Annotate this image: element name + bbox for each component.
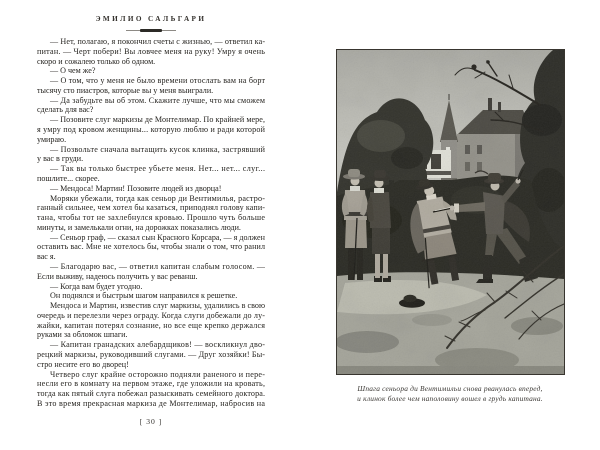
right-book-page	[300, 0, 600, 450]
text-line: ганный сильнее, чем хотел бы казаться, приподнял голову капи-	[37, 203, 265, 213]
text-line: Если выживу, надеюсь получить у вас реванш.	[37, 271, 198, 281]
text-line: у вас в груди.	[37, 154, 84, 164]
text-line: несли его в комнату на первом этаже, где уложили на кровать,	[37, 379, 265, 389]
text-line: питан. — Черт побери! Вы ловчее меня на руку! Умру я очень	[37, 46, 265, 56]
text-line: Моряки убежали, тогда как сеньор ди Вентимилья, растро-	[50, 193, 265, 203]
text-line: В это время прекрасная маркиза де Монтелимар, набросив на	[37, 398, 265, 408]
left-book-page	[37, 0, 265, 450]
text-line: — Сеньор граф, — сказал сын Красного Корсара, — я должен	[50, 232, 265, 242]
page-number: [ 30 ]	[139, 417, 163, 426]
text-line: я умру под кровом женщины... которую люблю и ради которой	[37, 125, 265, 135]
text-line: Он поднялся и быстрым шагом направился к решетке.	[50, 291, 238, 301]
text-line: — Капитан гранадских алебардщиков! — воскликнул дво-	[50, 340, 265, 350]
text-line: жайки, капитан потерял сознание, но все еще крепко держался	[37, 320, 265, 330]
text-line: — Позвольте сначала вытащить кусок клинка, застрявший	[50, 144, 265, 154]
text-line: — Да забудьте вы об этом. Скажите лучше, что мы сможем	[50, 95, 265, 105]
illustration-caption	[330, 384, 570, 403]
text-line: — Позовите слуг маркизы де Монтелимар. По крайней мере,	[50, 115, 265, 125]
text-line: оставить вас. Мне не хотелось бы, чтобы знали о том, что ранил	[37, 242, 265, 252]
text-line: — Мендоса! Мартин! Позовите людей из дворца!	[50, 183, 222, 193]
text-line: тогда как пятый слуга побежал разыскивать семейного доктора.	[37, 389, 265, 399]
text-line: сделать для вас?	[37, 105, 94, 115]
text-line: — Так вы только быстрее убьете меня. Нет... нет... слуг...	[50, 164, 265, 174]
text-line: скоро и сожалею только об одном.	[37, 56, 156, 66]
text-line: тана, чтобы тот не захлебнулся кровью. Прошло чуть больше	[37, 213, 265, 223]
header-rule	[126, 29, 176, 32]
body-text-block	[37, 37, 265, 409]
text-line: — О том, что у меня не было времени отослать вам на борт	[50, 76, 265, 86]
text-line: Четверо слуг крайне осторожно подняли раненого и пере-	[50, 369, 265, 379]
running-head: ЭМИЛИО САЛЬГАРИ	[95, 15, 207, 23]
text-line: очередь и перелезли через ограду. Когда слуги добежали до лу-	[37, 310, 265, 320]
text-line: стро несите его во дворец!	[37, 359, 129, 369]
text-line: — Благодарю вас, — ответил капитан слабым голосом. —	[50, 261, 265, 271]
caption-line: Шпага сеньора ди Вентимильи снова рванулась вперед,	[357, 384, 543, 393]
text-line: руками за обломок шпаги.	[37, 330, 128, 340]
text-line: — Когда вам будет угодно.	[50, 281, 143, 291]
text-line: пошлите... скорее.	[37, 173, 100, 183]
text-line: вас я.	[37, 252, 56, 262]
duel-engraving-svg	[337, 50, 564, 374]
text-line: Мендоса и Мартин, известив слуг маркизы, удалились в свою	[50, 301, 265, 311]
text-line: — О чем же?	[50, 66, 96, 76]
text-line: тысячу сто пиастров, которые вы у меня выиграли.	[37, 85, 214, 95]
text-line: рецкий маркизы, руководивший слугами. — Друг хозяйки! Бы-	[37, 350, 265, 359]
text-line: минуты, и замелькали огни, на дорожках показались люди.	[37, 222, 241, 232]
caption-line: и клинок более чем наполовину вошел в грудь капитана.	[357, 393, 543, 403]
text-line: умираю.	[37, 134, 67, 144]
text-line: — Нет, полагаю, я покончил счеты с жизнью, — ответил ка-	[50, 37, 265, 46]
illustration-plate	[336, 49, 565, 375]
